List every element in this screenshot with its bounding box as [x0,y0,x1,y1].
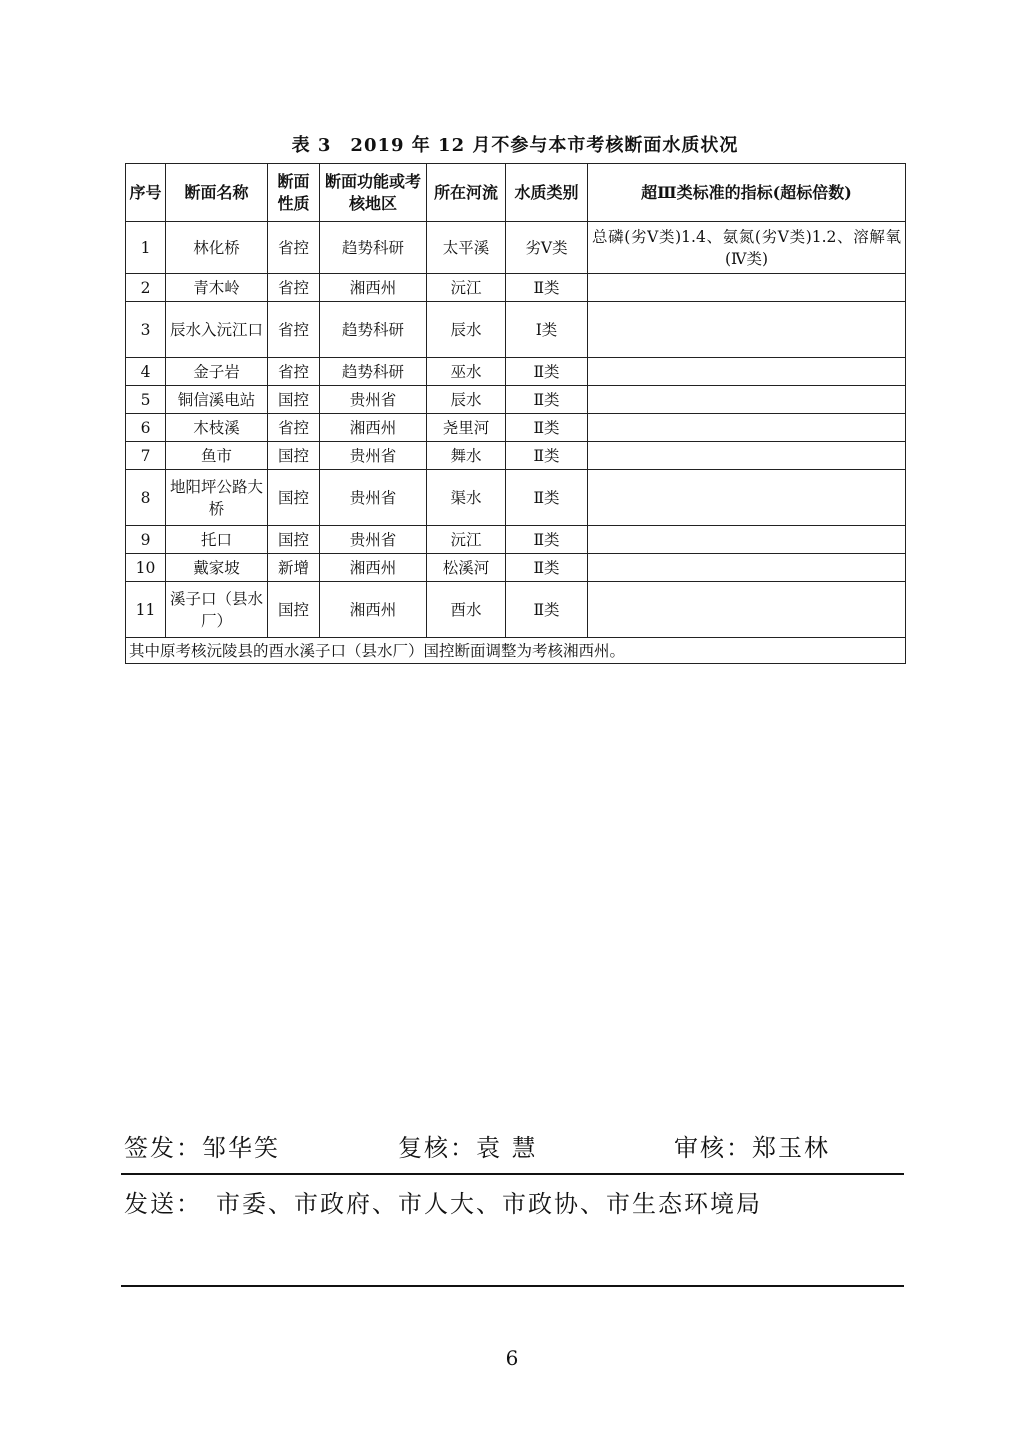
header-index: 序号 [126,164,166,222]
cell-index: 5 [126,386,166,414]
table-title: 表 3 2019 年 12 月不参与本市考核断面水质状况 [291,135,739,156]
cell-nature: 国控 [268,526,320,554]
header-excess: 超Ⅲ类标准的指标(超标倍数) [588,164,906,222]
table-row [126,554,906,582]
table-body [126,222,906,664]
cell-nature: 省控 [268,358,320,386]
cell-name: 戴家坡 [166,554,268,582]
cell-river: 巫水 [427,358,506,386]
header-river: 所在河流 [427,164,506,222]
cell-name: 林化桥 [166,222,268,274]
auditor: 审核：郑玉林 [674,1134,830,1162]
cell-river: 舞水 [427,442,506,470]
table-row [126,414,906,442]
cell-excess [588,302,906,358]
cell-index: 6 [126,414,166,442]
cell-river: 辰水 [427,302,506,358]
cell-function: 湘西州 [320,582,427,638]
cell-quality: Ⅱ类 [506,470,588,526]
cell-function: 趋势科研 [320,358,427,386]
divider-rule [121,1285,904,1287]
cell-function: 贵州省 [320,386,427,414]
cell-name: 青木岭 [166,274,268,302]
cell-quality: Ⅱ类 [506,526,588,554]
cell-quality: Ⅱ类 [506,554,588,582]
table-row [126,386,906,414]
cell-name: 地阳坪公路大桥 [166,470,268,526]
cell-function: 湘西州 [320,414,427,442]
cell-excess: 总磷(劣Ⅴ类)1.4、氨氮(劣Ⅴ类)1.2、溶解氧(Ⅳ类) [588,222,906,274]
header-quality: 水质类别 [506,164,588,222]
cell-nature: 省控 [268,274,320,302]
cell-function: 湘西州 [320,274,427,302]
cell-excess [588,386,906,414]
cell-index: 4 [126,358,166,386]
cell-name: 鱼市 [166,442,268,470]
cell-nature: 省控 [268,222,320,274]
cell-nature: 新增 [268,554,320,582]
reviewer: 复核：袁 慧 [398,1134,538,1162]
cell-excess [588,526,906,554]
cell-name: 铜信溪电站 [166,386,268,414]
cell-index: 1 [126,222,166,274]
cell-quality: Ⅰ类 [506,302,588,358]
cell-index: 11 [126,582,166,638]
cell-excess [588,274,906,302]
cell-function: 贵州省 [320,470,427,526]
cell-river: 太平溪 [427,222,506,274]
cell-index: 8 [126,470,166,526]
table-header-row [126,164,906,222]
cell-river: 酉水 [427,582,506,638]
cell-index: 9 [126,526,166,554]
cell-name: 辰水入沅江口 [166,302,268,358]
cell-quality: Ⅱ类 [506,386,588,414]
cell-river: 沅江 [427,274,506,302]
cell-river: 沅江 [427,526,506,554]
table-note: 其中原考核沅陵县的酉水溪子口（县水厂）国控断面调整为考核湘西州。 [126,638,906,664]
cell-nature: 国控 [268,582,320,638]
table-row [126,358,906,386]
cell-river: 渠水 [427,470,506,526]
cell-name: 溪子口（县水厂） [166,582,268,638]
table-row [126,274,906,302]
header-function: 断面功能或考核地区 [320,164,427,222]
cell-quality: Ⅱ类 [506,582,588,638]
table-row [126,470,906,526]
cell-name: 木枝溪 [166,414,268,442]
cell-nature: 省控 [268,302,320,358]
table-row [126,582,906,638]
cell-excess [588,582,906,638]
distribution-line: 发送： 市委、市政府、市人大、市政协、市生态环境局 [124,1190,762,1218]
cell-excess [588,554,906,582]
cell-quality: Ⅱ类 [506,358,588,386]
signoff-line [124,1128,904,1168]
page-number: 6 [505,1346,519,1370]
table-note-row [126,638,906,664]
cell-name: 托口 [166,526,268,554]
cell-function: 贵州省 [320,526,427,554]
cell-excess [588,358,906,386]
cell-name: 金子岩 [166,358,268,386]
cell-index: 2 [126,274,166,302]
cell-nature: 国控 [268,442,320,470]
cell-river: 尧里河 [427,414,506,442]
cell-function: 湘西州 [320,554,427,582]
header-nature: 断面性质 [268,164,320,222]
cell-excess [588,470,906,526]
header-name: 断面名称 [166,164,268,222]
cell-excess [588,442,906,470]
cell-nature: 省控 [268,414,320,442]
cell-quality: Ⅱ类 [506,274,588,302]
water-quality-table [125,163,906,664]
cell-quality: Ⅱ类 [506,414,588,442]
issuer: 签发：邹华笑 [124,1134,280,1162]
table-row [126,222,906,274]
cell-river: 辰水 [427,386,506,414]
table-row [126,442,906,470]
cell-nature: 国控 [268,470,320,526]
cell-nature: 国控 [268,386,320,414]
cell-index: 7 [126,442,166,470]
cell-function: 贵州省 [320,442,427,470]
cell-index: 3 [126,302,166,358]
cell-quality: Ⅱ类 [506,442,588,470]
cell-index: 10 [126,554,166,582]
table-row [126,526,906,554]
cell-function: 趋势科研 [320,302,427,358]
divider-rule [121,1173,904,1175]
cell-function: 趋势科研 [320,222,427,274]
cell-quality: 劣Ⅴ类 [506,222,588,274]
cell-river: 松溪河 [427,554,506,582]
table-row [126,302,906,358]
cell-excess [588,414,906,442]
